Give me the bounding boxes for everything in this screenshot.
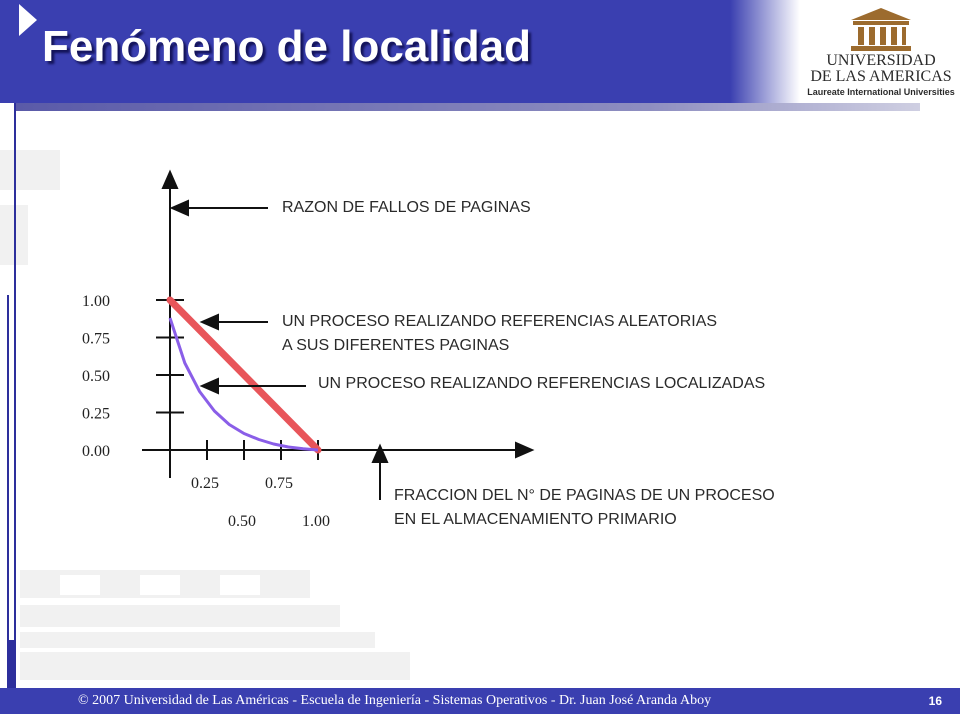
university-logo <box>806 4 956 100</box>
random-annotation-line-2: A SUS DIFERENTES PAGINAS <box>282 337 510 354</box>
building-columns-icon <box>845 6 917 52</box>
footer-copyright: © 2007 Universidad de Las Américas - Escuela de Ingeniería - Sistemas Operativos - Dr. Juan José Aranda Aboy <box>78 693 712 708</box>
y-axis <box>163 172 177 478</box>
x-axis-head <box>516 443 532 457</box>
x-tick-label-lower-1: 1.00 <box>302 513 330 530</box>
x-tick-label-upper-0: 0.25 <box>191 475 219 492</box>
arrow-to-localized-curve-head <box>202 379 218 393</box>
y-axis-head <box>163 172 177 188</box>
x-tick-label-lower-0: 0.50 <box>228 513 256 530</box>
play-marker-icon <box>19 4 37 36</box>
x-tick-label-upper-1: 0.75 <box>265 475 293 492</box>
left-border-line <box>14 103 16 688</box>
arrow-to-x-axis <box>373 446 387 500</box>
arrow-to-y-axis-head <box>172 201 188 215</box>
logo-name-line-2: DE LAS AMERICAS <box>810 68 952 85</box>
x-axis <box>142 443 532 457</box>
y-tick-label-4: 0.00 <box>82 443 110 460</box>
arrow-to-random-line <box>202 315 268 329</box>
arrow-to-random-line-head <box>202 315 218 329</box>
arrow-to-y-axis <box>172 201 268 215</box>
logo-tagline: Laureate International Universities <box>807 87 955 97</box>
left-border-line-inner <box>7 295 9 688</box>
localized-annotation: UN PROCESO REALIZANDO REFERENCIAS LOCALIZADAS <box>318 375 766 392</box>
left-border-block <box>7 640 16 688</box>
x-axis-annotation-line-2: EN EL ALMACENAMIENTO PRIMARIO <box>394 511 677 528</box>
y-tick-label-0: 1.00 <box>82 293 110 310</box>
arrow-to-x-axis-head <box>373 446 387 462</box>
random-annotation-line-1: UN PROCESO REALIZANDO REFERENCIAS ALEATORIAS <box>282 313 718 330</box>
page-fault-chart <box>60 160 920 560</box>
y-tick-label-1: 0.75 <box>82 330 110 348</box>
y-tick-label-2: 0.50 <box>82 368 110 385</box>
slide-number: 16 <box>928 694 942 708</box>
slide-title: Fenómeno de localidad <box>42 22 531 71</box>
y-axis-annotation: RAZON DE FALLOS DE PAGINAS <box>282 199 531 216</box>
y-tick-label-3: 0.25 <box>82 405 110 423</box>
logo-name-line-1: UNIVERSIDAD <box>826 52 936 69</box>
header-divider <box>16 103 920 111</box>
x-axis-annotation-line-1: FRACCION DEL N° DE PAGINAS DE UN PROCESO <box>394 487 775 504</box>
